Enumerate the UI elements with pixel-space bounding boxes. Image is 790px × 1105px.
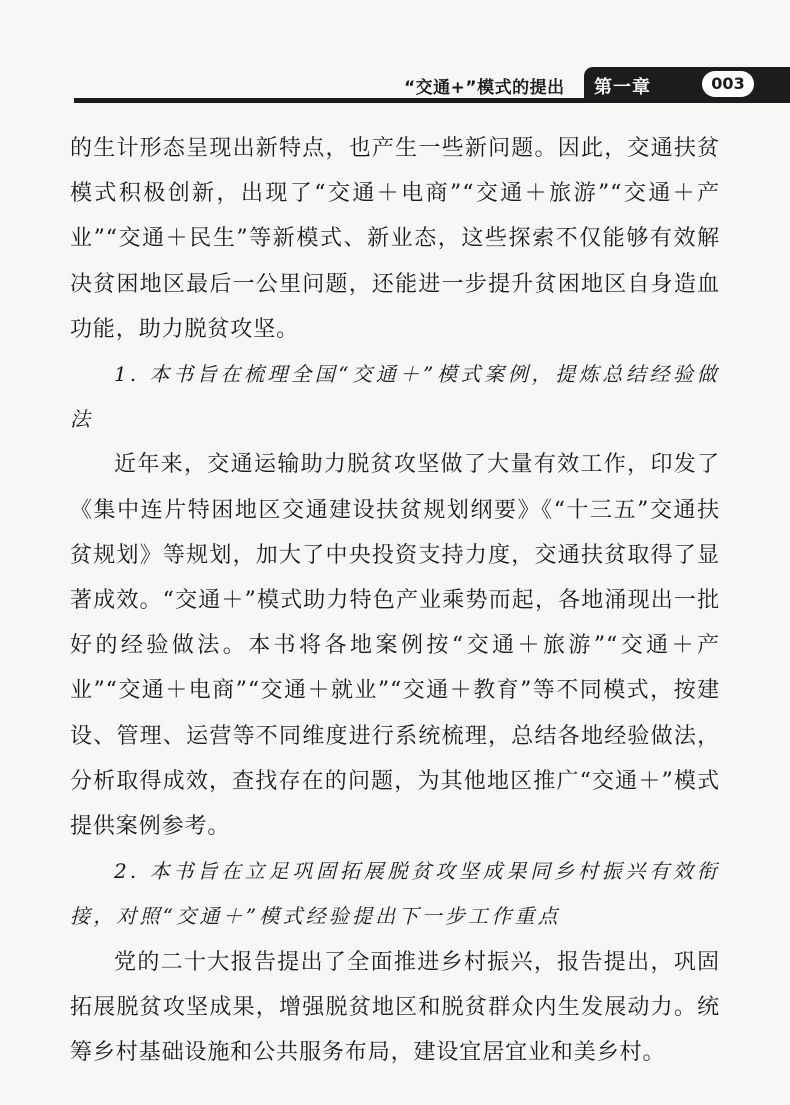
page-number-badge: [694, 67, 790, 103]
page-header: [0, 67, 790, 107]
section-heading-2: 2. 本书旨在立足巩固拓展脱贫攻坚成果同乡村振兴有效衔接，对照“交通＋”模式经验提出下一步工作重点: [70, 859, 720, 929]
page-number-oval: [702, 71, 754, 97]
chapter-tab: [584, 67, 694, 103]
paragraph-3: 党的二十大报告提出了全面推进乡村振兴，报告提出，巩固拓展脱贫攻坚成果，增强脱贫地区和脱贫群众内生发展动力。统筹乡村基础设施和公共服务布局，建设宜居宜业和美乡村。: [70, 949, 720, 1066]
running-title: “交通+”模式的提出: [404, 78, 565, 98]
paragraph-2: 近年来，交通运输助力脱贫攻坚做了大量有效工作，印发了《集中连片特困地区交通建设扶贫规划纲要》《“十三五”交通扶贫规划》等规划，加大了中央投资支持力度，交通扶贫取得了显著成效。“交通＋”模式助力特色产业乘势而起，各地涌现出一批好的经验做法。本书将各地案例按“交通＋旅游”“交通＋产业”“交通＋电商”“交通＋就业”“交通＋教育”等不同模式，按建设、管理、运营等不同维度进行系统梳理，总结各地经验做法，分析取得成效，查找存在的问题，为其他地区推广“交通＋”模式提供案例参考。: [70, 452, 720, 840]
paragraph-continued: 的生计形态呈现出新特点，也产生一些新问题。因此，交通扶贫模式积极创新，出现了“交通＋电商”“交通＋旅游”“交通＋产业”“交通＋民生”等新模式、新业态，这些探索不仅能够有效解决贫困地区最后一公里问题，还能进一步提升贫困地区自身造血功能，助力脱贫攻坚。: [70, 136, 720, 342]
chapter-label: 第一章: [594, 77, 651, 98]
page-number: 003: [711, 74, 745, 93]
section-heading-1: 1. 本书旨在梳理全国“交通＋”模式案例，提炼总结经验做法: [70, 362, 720, 432]
page-body: [70, 126, 720, 1075]
